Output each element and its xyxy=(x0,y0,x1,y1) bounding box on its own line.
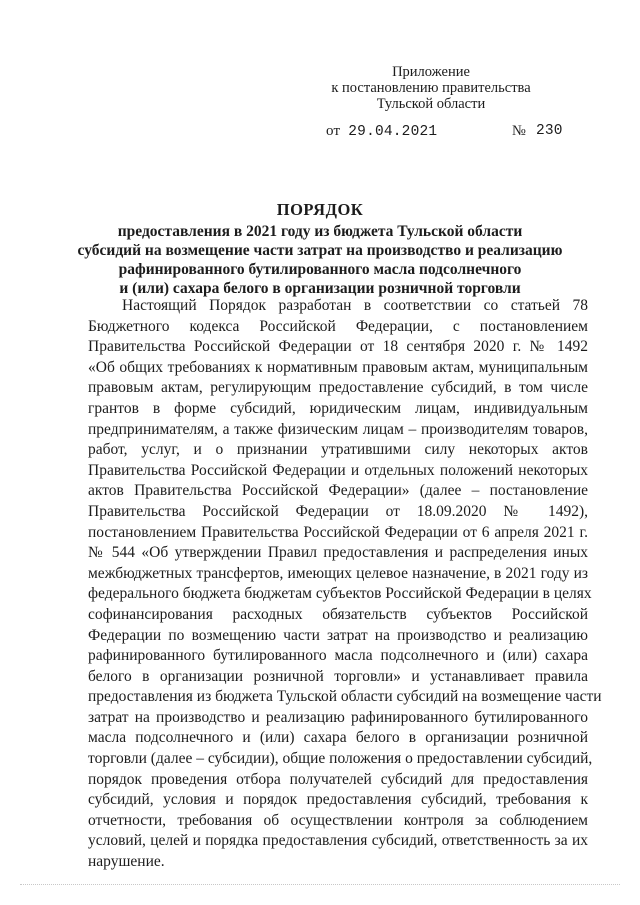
body-line: порядок проведения отбора получателей субсидий для предоставления xyxy=(88,770,588,788)
title-line: субсидий на возмещение части затрат на производство и реализацию xyxy=(77,242,563,259)
body-line: грантов в форме субсидий, юридическим лицам, индивидуальным xyxy=(88,399,588,417)
document-title xyxy=(0,200,640,298)
body-paragraph xyxy=(88,296,602,873)
title-line: и (или) сахара белого в организации розничной торговли xyxy=(119,280,521,297)
body-line: рафинированного бутилированного масла подсолнечного и (или) сахара xyxy=(88,647,588,665)
body-line: постановлением Правительства Российской Федерации от 6 апреля 2021 г. xyxy=(88,523,588,541)
appendix-header xyxy=(300,64,562,112)
body-line: Правительства Российской Федерации и отдельных положений некоторых xyxy=(88,461,588,479)
body-line: федерального бюджета бюджетам субъектов Российской Федерации в целях xyxy=(88,585,592,603)
body-line: отчетности, требования об осуществлении контроля за соблюдением xyxy=(88,811,588,829)
title-line: рафинированного бутилированного масла подсолнечного xyxy=(118,261,522,278)
title-heading: ПОРЯДОК xyxy=(276,200,364,219)
body-line: нарушение. xyxy=(88,853,165,871)
body-line: затрат на производство и реализацию рафинированного бутилированного xyxy=(88,708,588,726)
body-line: Правительства Российской Федерации от 18 сентября 2020 г. № 1492 xyxy=(88,338,588,356)
body-line: актов Правительства Российской Федерации» (далее – постановление xyxy=(88,482,588,500)
title-line: предоставления в 2021 году из бюджета Тульской области xyxy=(117,223,523,240)
body-line: «Об общих требованиях к нормативным правовым актам, муниципальным xyxy=(88,358,588,376)
appendix-title: Приложение xyxy=(392,64,470,80)
body-line: предоставления из бюджета Тульской области субсидий на возмещение части xyxy=(88,688,602,706)
scan-artifact-line xyxy=(20,884,620,887)
body-line: предпринимателям, а также физическим лицам – производителям товаров, xyxy=(88,420,588,438)
body-line: торговли (далее – субсидии), общие положения о предоставлении субсидий, xyxy=(88,750,593,768)
body-line: Бюджетного кодекса Российской Федерации, с постановлением xyxy=(88,317,588,335)
document-dateline xyxy=(326,123,598,140)
body-line: Правительства Российской Федерации от 18.09.2020 № 1492), xyxy=(88,502,588,520)
document-number: 230 xyxy=(536,123,563,139)
body-line: правовым актам, регулирующим предоставление субсидий, в том числе xyxy=(88,379,588,397)
body-line: Федерации по возмещению части затрат на производство и реализацию xyxy=(88,626,588,644)
body-line: межбюджетных трансфертов, имеющих целевое назначение, в 2021 году из xyxy=(88,564,588,582)
number-label: № xyxy=(512,123,527,139)
body-line: Настоящий Порядок разработан в соответствии со статьей 78 xyxy=(122,297,588,314)
body-line: масла подсолнечного и (или) сахара белого в организации розничной xyxy=(88,729,588,747)
body-line: субсидий, условия и порядок предоставления субсидий, требования к xyxy=(88,791,588,809)
appendix-region: Тульской области xyxy=(376,96,486,112)
body-line: условий, целей и порядка предоставления субсидий, ответственность за их xyxy=(88,832,588,850)
body-line: № 544 «Об утверждении Правил предоставления и распределения иных xyxy=(88,544,588,562)
body-line: белого в организации розничной торговли» и устанавливает правила xyxy=(88,667,588,685)
date-label: от xyxy=(326,123,341,139)
body-line: работ, услуг, и о признании утратившими силу некоторых актов xyxy=(88,441,588,459)
appendix-reference: к постановлению правительства xyxy=(331,80,531,96)
body-line: софинансирования расходных обязательств субъектов Российской xyxy=(88,605,588,623)
document-date: 29.04.2021 xyxy=(348,124,438,140)
